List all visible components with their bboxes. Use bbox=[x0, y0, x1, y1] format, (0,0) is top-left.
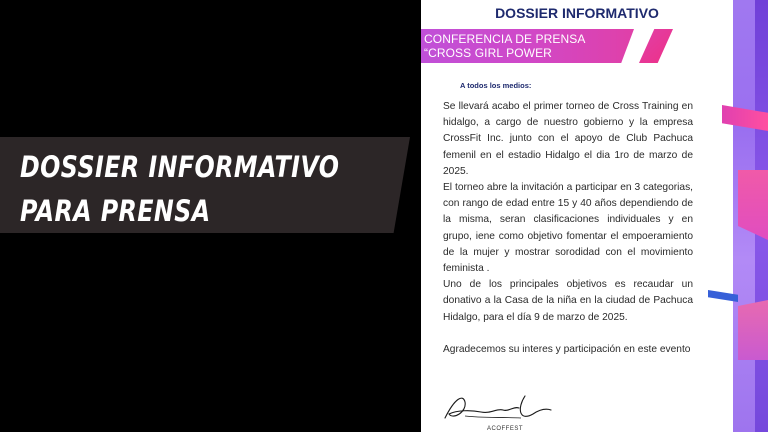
decorative-stripe bbox=[738, 300, 768, 360]
paragraph-spacer bbox=[443, 326, 693, 342]
press-document bbox=[421, 0, 733, 432]
signature-image bbox=[441, 388, 561, 428]
document-body bbox=[443, 99, 693, 358]
title-line-2: PARA PRENSA bbox=[20, 194, 211, 228]
recipients-line: A todos los medios: bbox=[460, 81, 532, 90]
signature-name: ACOFFEST bbox=[487, 426, 524, 432]
conference-title: CONFERENCIA DE PRENSA bbox=[424, 32, 586, 46]
paragraph-2: El torneo abre la invitación a participar en 3 categorias, con rango de edad entre 15 y 40 años dependiendo de la misma, seran clasificaciones individuales y en grupo, iene como objetivo fomentar el empoeramiento de la mujer y mostrar sorodidad con el movimiento feminista . bbox=[443, 182, 693, 275]
conference-subtitle: “CROSS GIRL POWER bbox=[424, 46, 552, 60]
document-header: DOSSIER INFORMATIVO bbox=[495, 5, 659, 21]
title-line-1: DOSSIER INFORMATIVO bbox=[20, 150, 340, 184]
paragraph-1: Se llevará acabo el primer torneo de Cross Training en hidalgo, a cargo de nuestro gobierno y la empresa CrossFit Inc. junto con el apoyo de Club Pachuca femenil en el estadio Hidalgo el dia 1ro de marzo de 2025. bbox=[443, 101, 693, 177]
paragraph-3: Uno de los principales objetivos es recaudar un donativo a la Casa de la niña en la ciudad de Pachuca Hidalgo, para el día 9 de marzo de 2025. bbox=[443, 279, 693, 323]
conference-accent-shape bbox=[639, 29, 673, 63]
paragraph-4: Agradecemos su interes y participación en este evento bbox=[443, 343, 691, 355]
